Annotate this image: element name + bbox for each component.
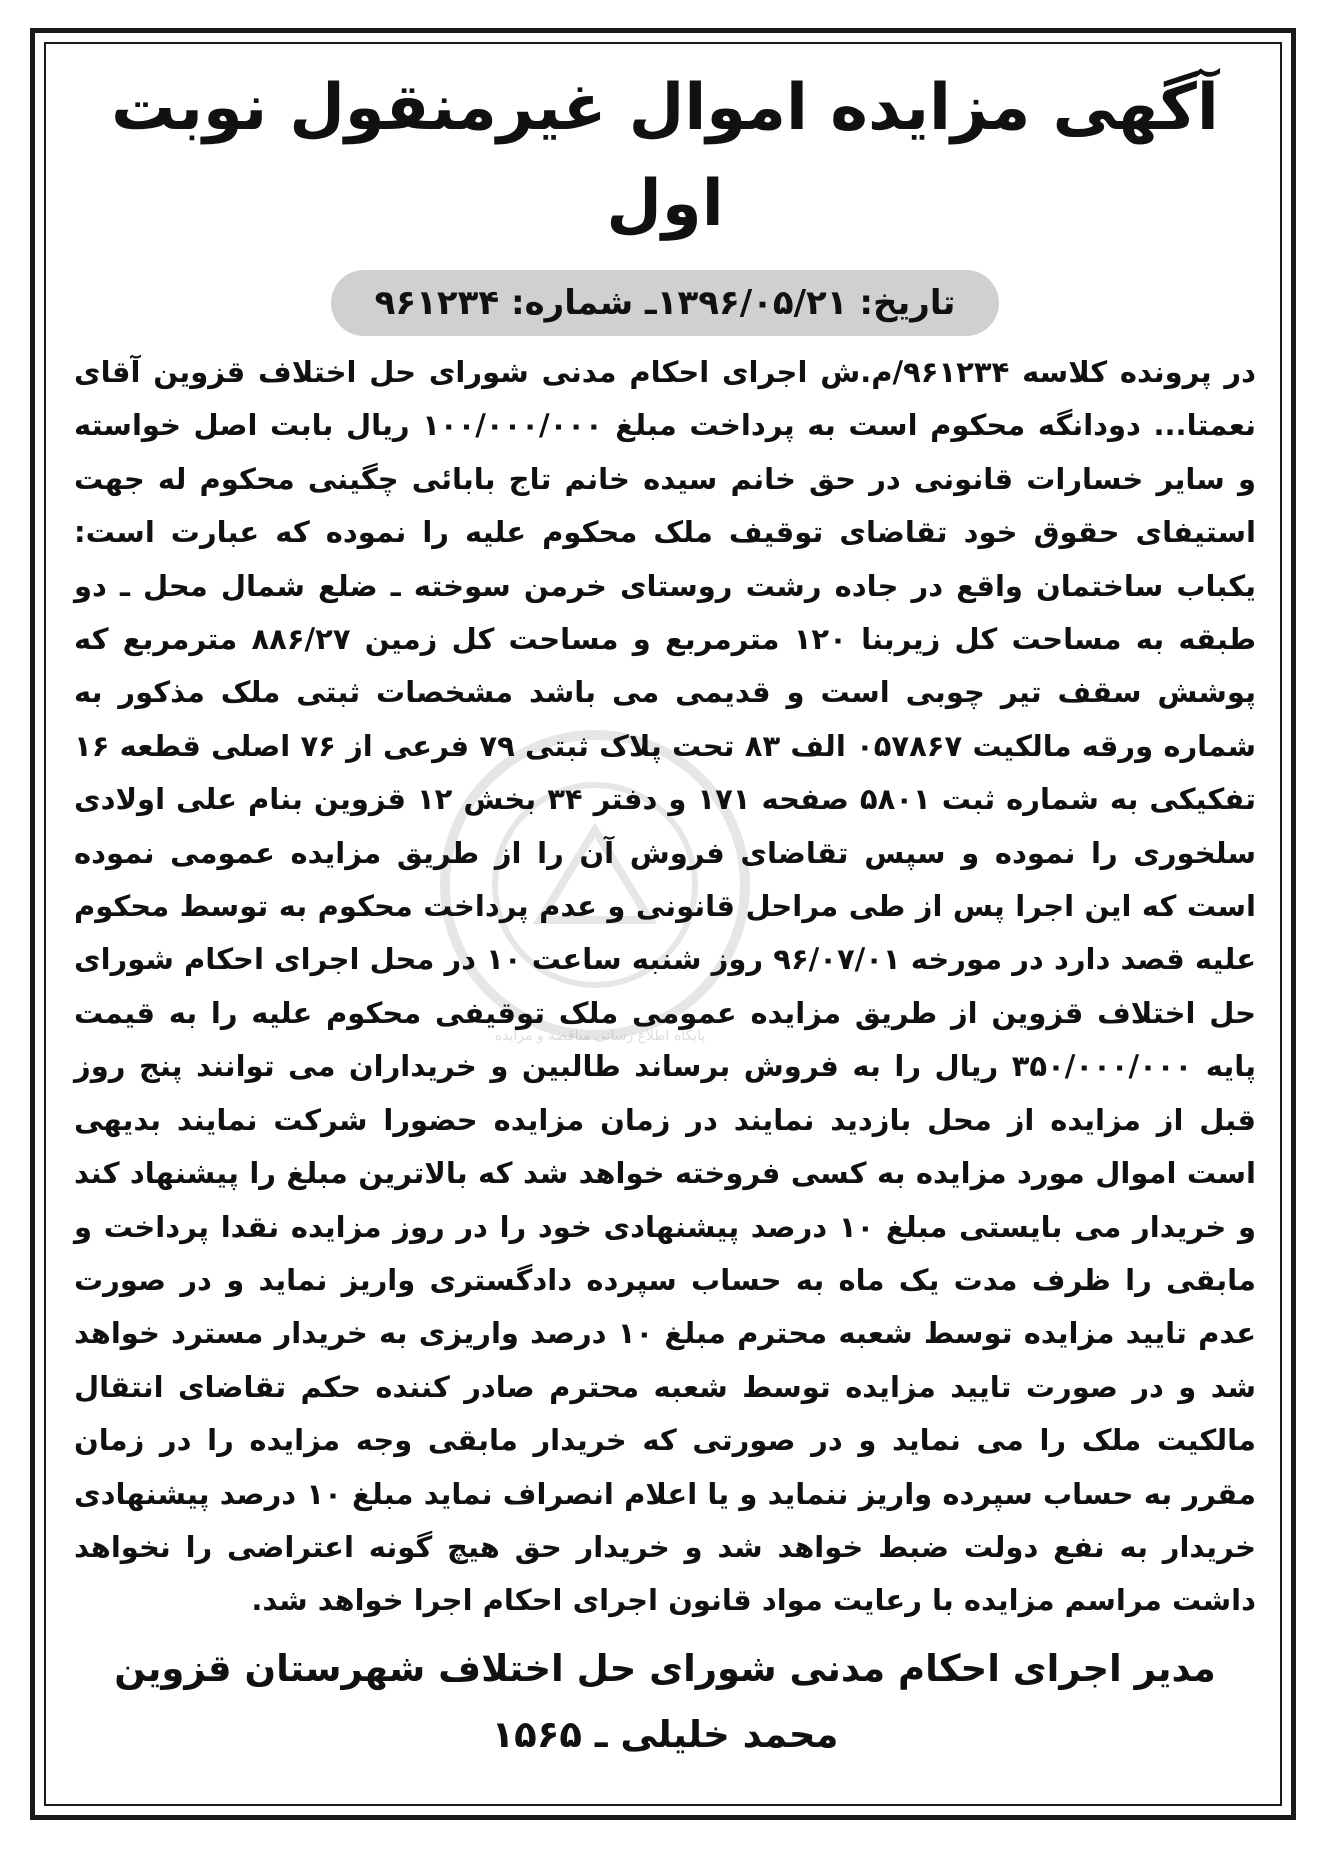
notice-body: در پرونده کلاسه ۹۶۱۲۳۴/م.ش اجرای احکام مدنی شورای حل اختلاف قزوین آقای نعمتا... دودانگه محکوم است به پرداخت مبلغ ۱۰۰/۰۰۰/۰۰۰ ریال بابت اصل خواسته و سایر خسارات قانونی در حق خانم سیده خانم تاج بابائی چگینی محکوم له جهت استیفای حقوق خود تقاضای توقیف ملک محکوم علیه را نموده که عبارت است: یکباب ساختمان واقع در جاده رشت روستای خرمن سوخته ـ ضلع شمال محل ـ دو طبقه به مساحت کل زیربنا ۱۲۰ مترمربع و مساحت کل زمین ۸۸۶/۲۷ مترمربع که پوشش سقف تیر چوبی است و قدیمی می باشد مشخصات ثبتی ملک مذکور به شماره ورقه مالکیت ۰۵۷۸۶۷ الف ۸۳ تحت پلاک ثبتی ۷۹ فرعی از ۷۶ اصلی قطعه ۱۶ تفکیکی به شماره ثبت ۵۸۰۱ صفحه ۱۷۱ و دفتر ۳۴ بخش ۱۲ قزوین بنام علی اولادی سلخوری را نموده و سپس تقاضای فروش آن را از طریق مزایده عمومی نموده است که این اجرا پس از طی مراحل قانونی و عدم پرداخت محکوم به توسط محکوم علیه قصد دارد در مورخه ۹۶/۰۷/۰۱ روز شنبه ساعت ۱۰ در محل اجرای احکام شورای حل اختلاف قزوین از طریق مزایده عمومی ملک توقیفی محکوم علیه را به قیمت پایه ۳۵۰/۰۰۰/۰۰۰ ریال را به فروش برساند طالبین و خریداران می توانند پنج روز قبل از مزایده از محل بازدید نمایند در زمان مزایده حضورا شرکت نمایند بدیهی است اموال مورد مزایده به کسی فروخته خواهد شد که بالاترین مبلغ را پیشنهاد کند و خریدار می بایستی مبلغ ۱۰ درصد پیشنهادی خود را در روز مزایده نقدا پرداخت و مابقی را ظرف مدت یک ماه به حساب سپرده دادگستری واریز نماید و در صورت عدم تایید مزایده توسط شعبه محترم مبلغ ۱۰ درصد واریزی به خریدار مسترد خواهد شد و در صورت تایید مزایده توسط شعبه محترم صادر کننده حکم تقاضای انتقال مالکیت ملک را می نماید و در صورتی که خریدار مابقی وجه مزایده را در زمان مقرر به حساب سپرده واریز ننماید و یا اعلام انصراف نماید مبلغ ۱۰ درصد پیشنهادی خریدار به نفع دولت ضبط خواهد شد و خریدار حق هیچ گونه اعتراضی را نخواهد داشت مراسم مزایده با رعایت مواد قانون اجرای احکام اجرا خواهد شد. bbox=[74, 355, 1257, 1618]
notice-content bbox=[70, 52, 1260, 1792]
signature-block bbox=[70, 1636, 1260, 1768]
notice-title: آگهی مزایده اموال غیرمنقول نوبت اول bbox=[111, 71, 1219, 241]
date-number-badge: تاریخ: ۱۳۹۶/۰۵/۲۱ـ شماره: ۹۶۱۲۳۴ bbox=[331, 270, 1000, 336]
watermark-text: پایگاه اطلاع رسانی مناقصه و مزایده bbox=[494, 1028, 706, 1044]
signature-name: محمد خلیلی ـ ۱۵۶۵ bbox=[491, 1712, 839, 1756]
signature-title: مدیر اجرای احکام مدنی شورای حل اختلاف شهرستان قزوین bbox=[114, 1646, 1216, 1690]
